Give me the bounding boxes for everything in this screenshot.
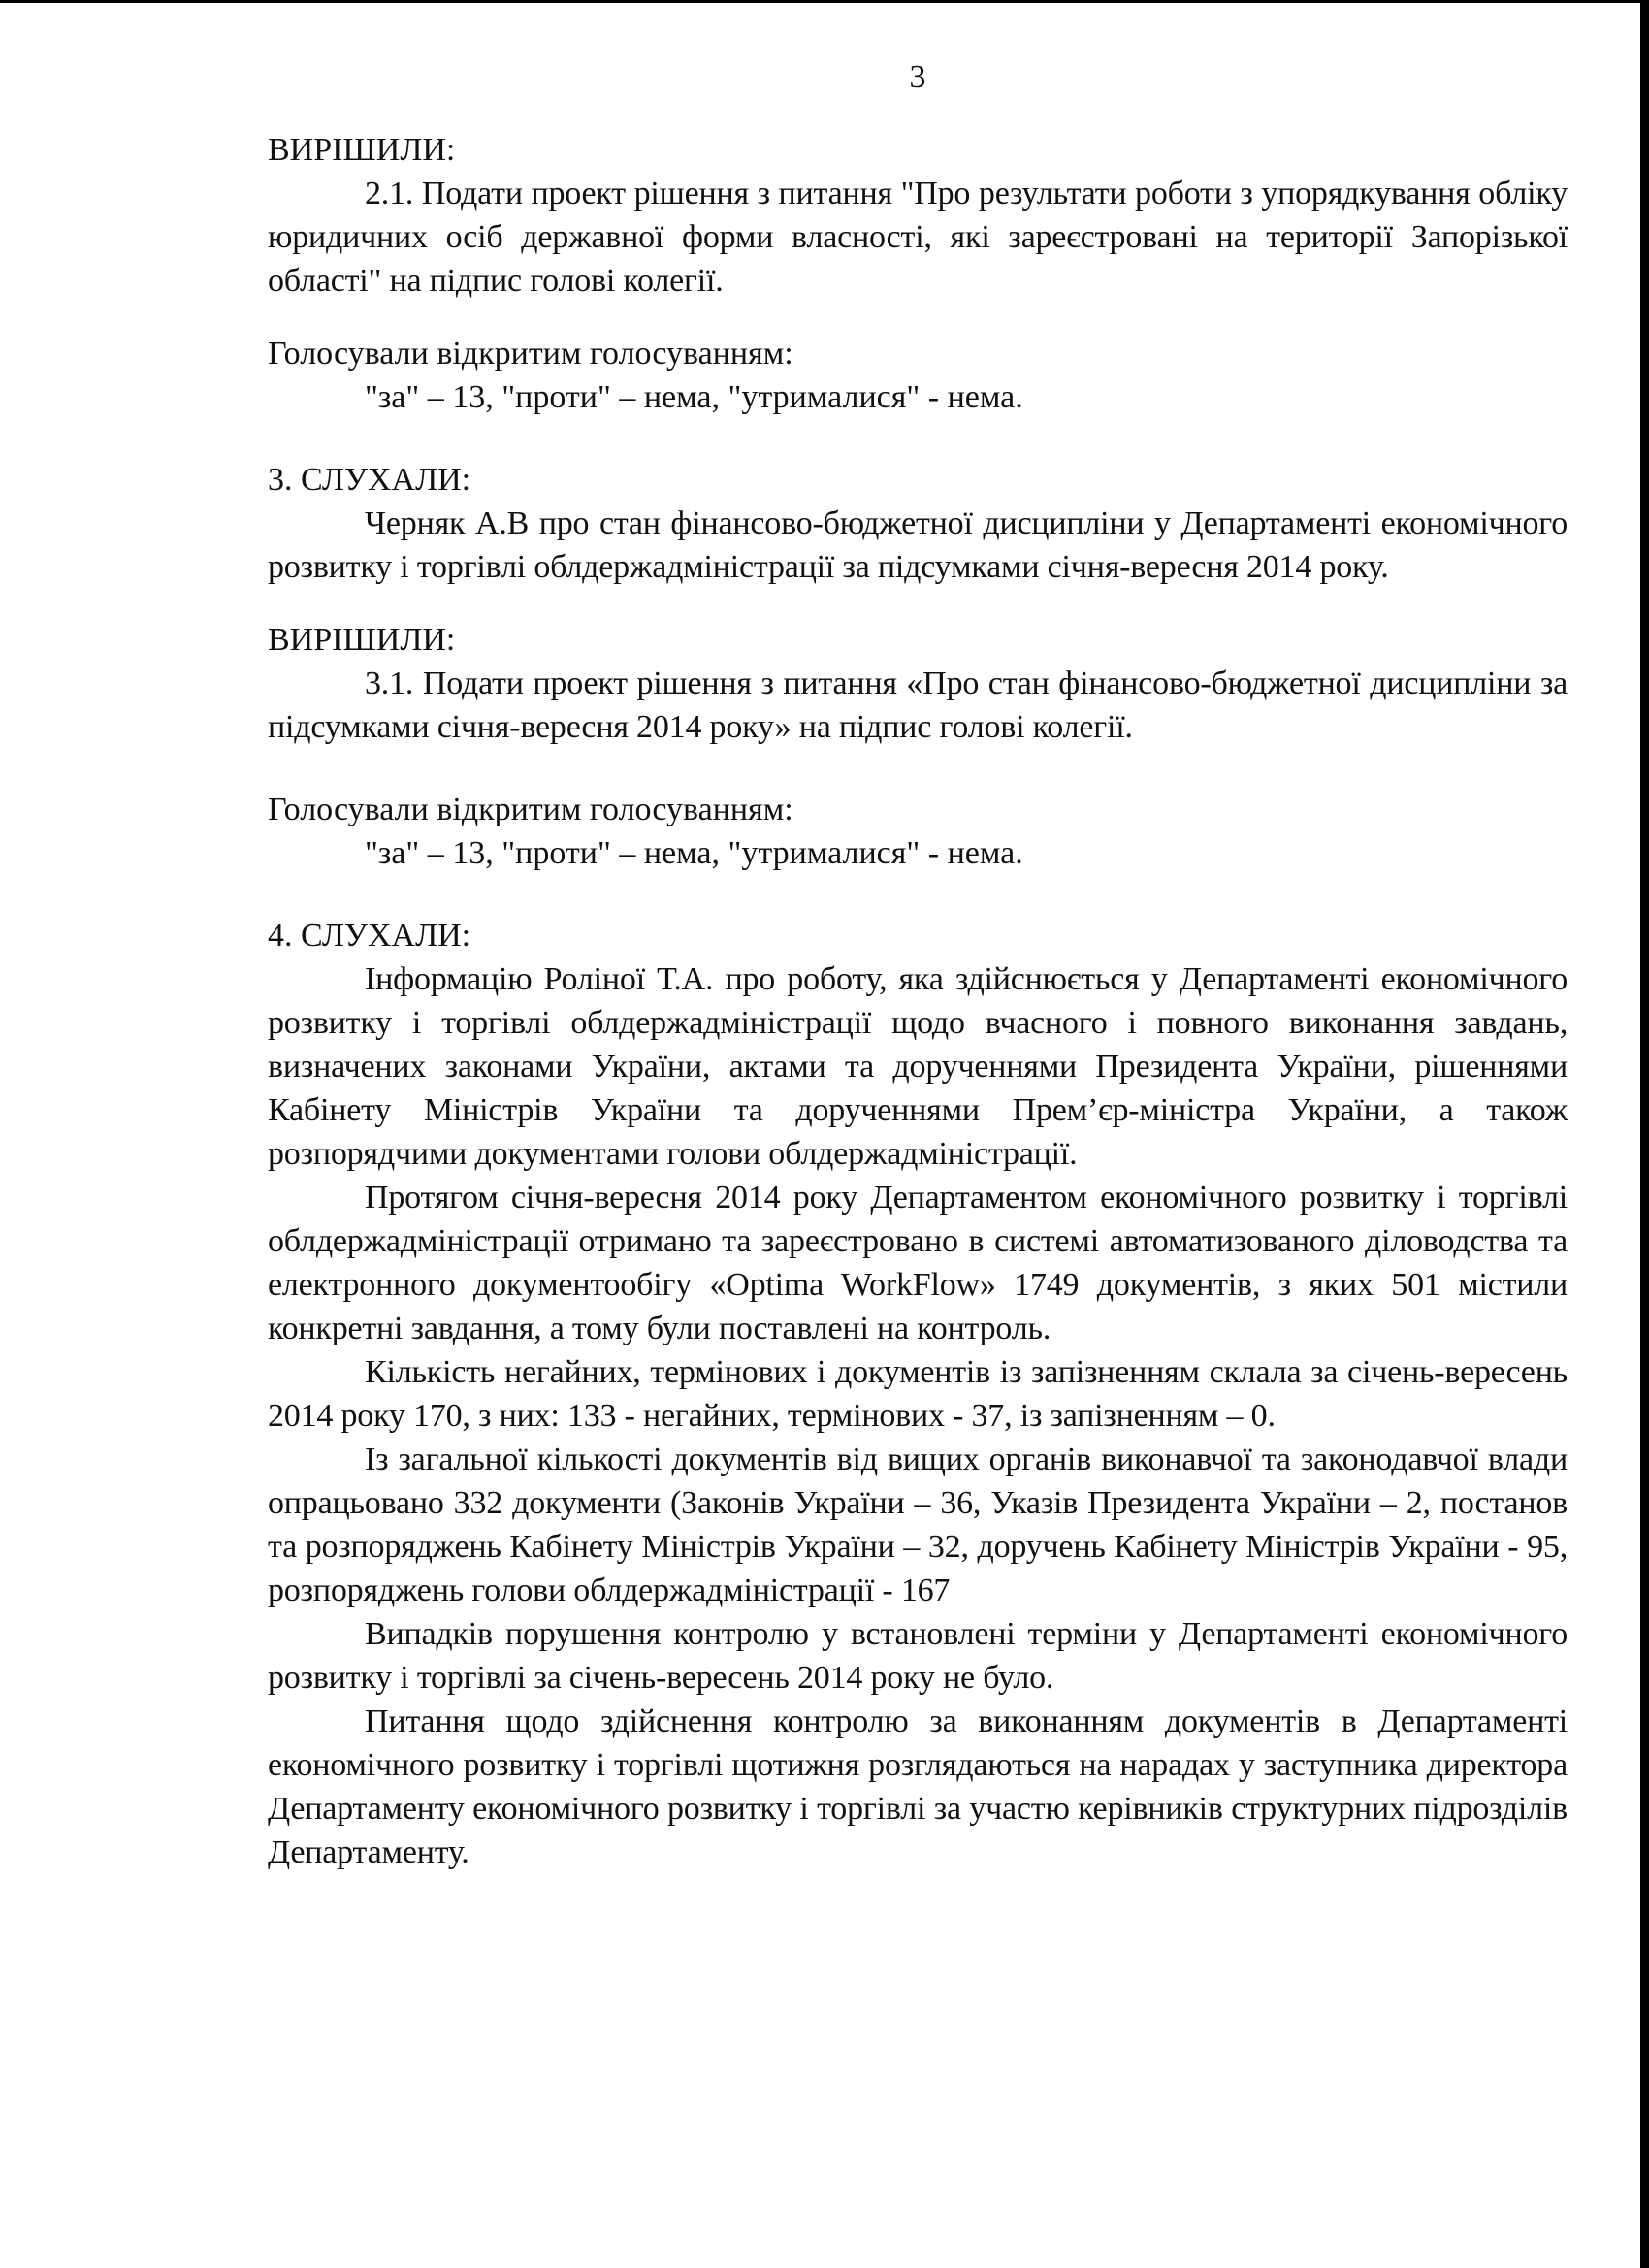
heard-heading: 4. СЛУХАЛИ: bbox=[268, 918, 471, 954]
decision-item-2-1: 2.1. Подати проект рішення з питання "Про результати роботи з упорядкування обліку юридичних осіб державної форми власності, які зареєстровані на території Запорізької області" на підпис голові колегії. bbox=[268, 176, 1568, 299]
section-3-decided bbox=[268, 618, 1568, 875]
decided-heading: ВИРІШИЛИ: bbox=[268, 132, 456, 168]
heard-heading: 3. СЛУХАЛИ: bbox=[268, 462, 471, 498]
section-2-decided bbox=[268, 128, 1568, 419]
paragraph: Випадків порушення контролю у встановлені терміни у Департаменті економічного розвитку і торгівлі за січень-вересень 2014 року не було. bbox=[268, 1616, 1568, 1696]
paragraph: Протягом січня-вересня 2014 року Департаментом економічного розвитку і торгівлі облдержадміністрації отримано та зареєстровано в системі автоматизованого діловодства та електронного документообігу «Optima WorkFlow» 1749 документів, з яких 501 містили конкретні завдання, а тому були поставлені на контроль. bbox=[268, 1180, 1568, 1346]
section-3-heard bbox=[268, 458, 1568, 589]
vote-result: "за" – 13, "проти" – нема, "утрималися" - нема. bbox=[365, 379, 1023, 415]
paragraph: Інформацію Роліної Т.А. про роботу, яка здійснюється у Департаменті економічного розвитку і торгівлі облдержадміністрації щодо вчасного і повного виконання завдань, визначених законами України, актами та дорученнями Президента України, рішеннями Кабінету Міністрів України та дорученнями Прем’єр-міністра України, а також розпорядчими документами голови облдержадміністрації. bbox=[268, 961, 1568, 1172]
heard-text: Черняк А.В про стан фінансово-бюджетної дисципліни у Департаменті економічного розвитку і торгівлі облдержадміністрації за підсумками січня-вересня 2014 року. bbox=[268, 505, 1568, 585]
paragraph: Із загальної кількості документів від вищих органів виконавчої та законодавчої влади опрацьовано 332 документи (Законів України – 36, Указів Президента України – 2, постанов та розпоряджень Кабінету Міністрів України – 32, доручень Кабінету Міністрів України - 95, розпоряджень голови облдержадміністрації - 167 bbox=[268, 1442, 1568, 1608]
section-4-heard bbox=[268, 914, 1568, 1874]
decision-item-3-1: 3.1. Подати проект рішення з питання «Про стан фінансово-бюджетної дисципліни за підсумками січня-вересня 2014 року» на підпис голові колегії. bbox=[268, 665, 1568, 745]
document-page bbox=[268, 58, 1568, 1874]
page-number: 3 bbox=[909, 59, 926, 95]
vote-result: "за" – 13, "проти" – нема, "утрималися" - нема. bbox=[365, 835, 1023, 871]
vote-heading: Голосували відкритим голосуванням: bbox=[268, 336, 793, 372]
vote-heading: Голосували відкритим голосуванням: bbox=[268, 792, 793, 827]
scan-border-top bbox=[0, 0, 1649, 3]
scan-border-right bbox=[1640, 0, 1649, 2268]
paragraph: Кількість негайних, термінових і документів із запізненням склала за січень-вересень 2014 року 170, з них: 133 - негайних, термінових - 37, із запізненням – 0. bbox=[268, 1354, 1568, 1434]
decided-heading: ВИРІШИЛИ: bbox=[268, 622, 456, 658]
paragraph: Питання щодо здійснення контролю за виконанням документів в Департаменті економічного розвитку і торгівлі щотижня розглядаються на нарадах у заступника директора Департаменту економічного розвитку і торгівлі за участю керівників структурних підрозділів Департаменту. bbox=[268, 1703, 1568, 1870]
